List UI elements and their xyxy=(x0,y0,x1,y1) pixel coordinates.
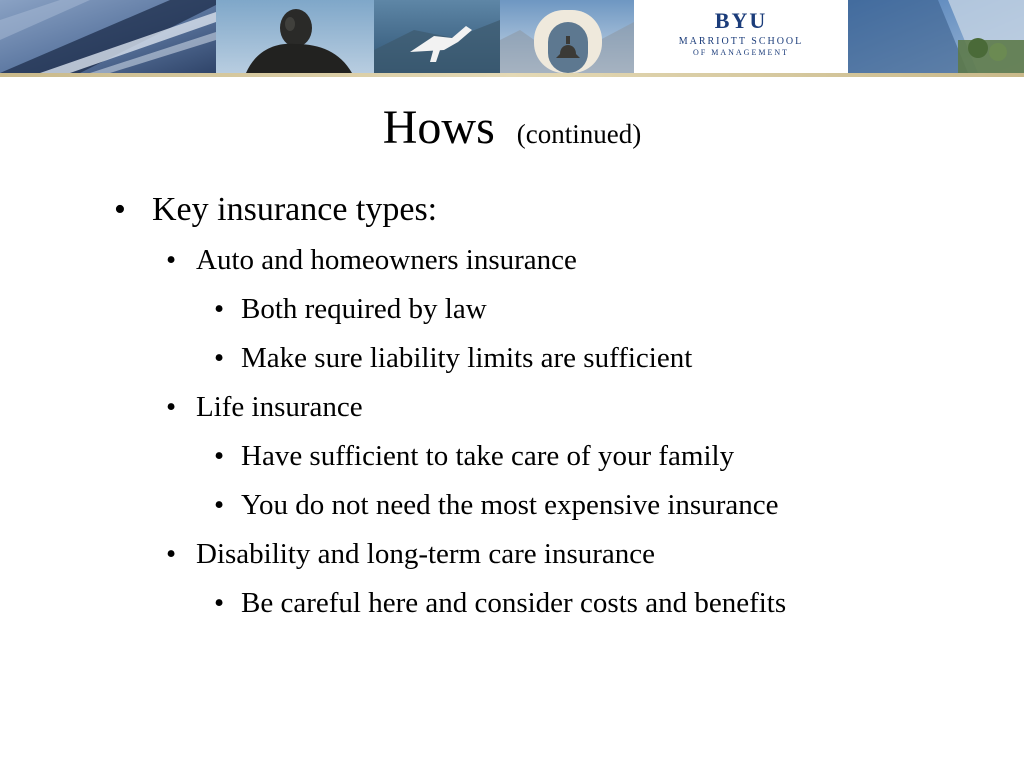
bullet-dot: • xyxy=(214,489,225,521)
logo-line-1: MARRIOTT SCHOOL xyxy=(678,36,804,47)
header-banner xyxy=(0,0,1024,73)
bullet-required-by-law: • Both required by law xyxy=(214,293,487,325)
title-suffix: (continued) xyxy=(516,119,642,149)
banner-photo-y-mountain xyxy=(374,0,500,73)
title-main: Hows xyxy=(382,101,495,154)
bullet-disability-ltc: • Disability and long-term care insurance xyxy=(166,538,656,570)
banner-photo-building xyxy=(0,0,216,73)
bullet-costs-benefits: • Be careful here and consider costs and benefits xyxy=(214,587,787,619)
bullet-dot: • xyxy=(214,440,225,472)
bullet-auto-homeowners: • Auto and homeowners insurance xyxy=(166,244,577,276)
bullet-dot: • xyxy=(214,293,225,325)
bullet-sufficient-family: • Have sufficient to take care of your family xyxy=(214,440,735,472)
bullet-dot: • xyxy=(114,191,126,228)
logo-title: BYU xyxy=(714,8,768,33)
bullet-life-insurance: • Life insurance xyxy=(166,391,363,423)
bullet-dot: • xyxy=(166,391,177,423)
bullet-liability-limits: • Make sure liability limits are sufficient xyxy=(214,342,693,374)
bullet-not-most-expensive: • You do not need the most expensive insurance xyxy=(214,489,779,521)
slide-title xyxy=(0,100,1024,155)
bullet-dot: • xyxy=(214,587,225,619)
logo-line-2: OF MANAGEMENT xyxy=(693,48,789,57)
banner-accent-strip xyxy=(0,73,1024,77)
bullet-dot: • xyxy=(166,538,177,570)
banner-photo-statue xyxy=(216,0,374,73)
banner-photo-glass-building xyxy=(848,0,1024,73)
bullet-dot: • xyxy=(214,342,225,374)
bullet-dot: • xyxy=(166,244,177,276)
bullet-key-insurance-types: • Key insurance types: xyxy=(114,191,438,228)
byu-marriott-logo xyxy=(634,0,848,73)
banner-photo-bell-tower xyxy=(500,0,634,73)
